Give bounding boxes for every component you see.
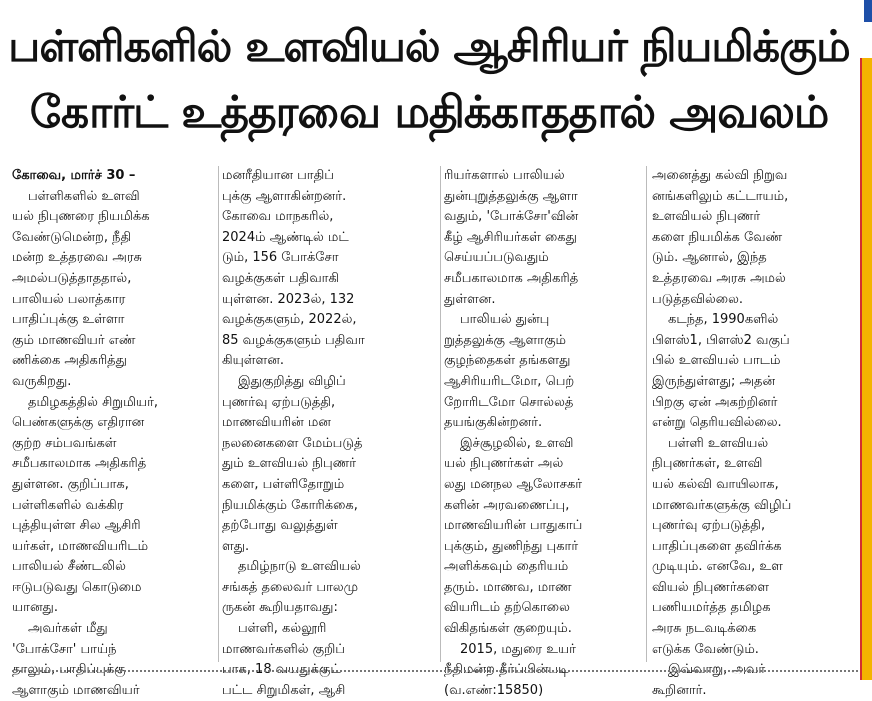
article-line: கடந்த, 1990களில்	[668, 312, 779, 328]
article-line: தமிழகத்தில் சிறுமியர்,	[28, 394, 158, 410]
article-line: ஆளாகும் மாணவியர்	[12, 682, 140, 698]
article-line: பள்ளி உளவியல்	[668, 435, 769, 451]
edge-tab	[864, 0, 872, 22]
article-line: கூறினார்.	[652, 682, 707, 698]
article-line: யல் நிபுணர்கள் அல்	[444, 456, 564, 472]
article-line: பாதிப்புகளை தவிர்க்க	[652, 538, 782, 554]
article-line: கோவை மாநகரில்,	[222, 209, 334, 225]
article-line: 85 வழக்குகளும் பதிவா	[222, 332, 365, 348]
article-line: பள்ளிகளில் உளவி	[28, 188, 140, 204]
article-line: களை, பள்ளிதோறும்	[222, 476, 345, 492]
article-line: பள்ளி, கல்லூரி	[238, 621, 327, 637]
article-line: அமல்படுத்தாததால்,	[12, 270, 132, 286]
article-line: லது மனநல ஆலோசகர்	[444, 476, 583, 492]
article-line: பணியமர்த்த தமிழக	[652, 600, 771, 616]
article-line: சமீபகாலமாக அதிகரித்	[12, 456, 147, 472]
dateline: கோவை, மார்ச் 30 –	[12, 168, 136, 183]
article-line: புணர்வு ஏற்படுத்தி,	[222, 394, 336, 410]
article-line: இவ்வாறு, அவர்	[668, 662, 766, 678]
article-line: அரசு நடவடிக்கை	[652, 621, 757, 637]
article-line: உத்தரவை அரசு அமல்	[652, 270, 786, 286]
article-line: சங்கத் தலைவர் பாலமு	[222, 579, 359, 595]
article-line: ஈடுபடுவது கொடுமை	[12, 579, 142, 595]
article-line: மாணவியரின் பாதுகாப்	[444, 518, 583, 534]
article-line: எடுக்க வேண்டும்.	[652, 641, 759, 657]
article-line: நியமிக்கும் கோரிக்கை,	[222, 497, 358, 513]
article-line: பில் உளவியல் பாடம்	[652, 353, 781, 369]
article-line: குழந்தைகள் தங்களது	[444, 353, 571, 369]
article-line: டும். ஆனால், இந்த	[652, 250, 767, 266]
article-line: டும், 156 போக்சோ	[222, 250, 339, 266]
column-rule	[646, 166, 647, 662]
article-line: நீதிமன்ற தீர்ப்பின்படி	[444, 662, 569, 678]
article-line: மாணவர்களில் குறிப்	[222, 641, 345, 657]
article-line: மாணவர்களுக்கு விழிப்	[652, 497, 792, 513]
article-line: மனரீதியான பாதிப்	[222, 168, 334, 183]
article-line: வழக்குகள் பதிவாகி	[222, 270, 340, 286]
article-line: கும் மாணவியர் எண்	[12, 332, 136, 348]
article-line: கியுள்ளன.	[222, 353, 284, 369]
article-line: பட்ட சிறுமிகள், ஆசி	[222, 682, 346, 698]
article-line: அளிக்கவும் தைரியம்	[444, 559, 569, 575]
article-line: பாதிப்புக்கு உள்ளா	[12, 312, 125, 328]
article-line: றோரிடமோ சொல்லத்	[444, 394, 574, 410]
article-column-3	[444, 166, 644, 698]
article-line: யர்கள், மாணவியரிடம்	[12, 538, 149, 554]
article-line: பாலியல் துன்பு	[460, 312, 550, 328]
article-line: களின் அரவணைப்பு,	[444, 497, 570, 513]
article-line: னங்களிலும் கட்டாயம்,	[652, 188, 789, 204]
article-line: விகிதங்கள் குறையும்.	[444, 621, 572, 637]
article-column-1	[12, 166, 212, 698]
article-line: ருகன் கூறியதாவது:	[222, 600, 338, 616]
article-line: அனைத்து கல்வி நிறுவ	[652, 168, 788, 183]
article-line: இருந்துள்ளது; அதன்	[652, 373, 776, 389]
article-line: (வ.எண்:15850)	[444, 682, 544, 698]
article-line: ளது.	[222, 538, 250, 554]
article-line: தரும். மாணவ, மாண	[444, 579, 572, 595]
article-line: செய்யப்படுவதும்	[444, 250, 549, 266]
article-line: அவர்கள் மீது	[28, 621, 108, 637]
article-column-2	[222, 166, 422, 698]
article-line: உளவியல் நிபுணர்	[652, 209, 761, 225]
article-line: ரியர்களால் பாலியல்	[444, 168, 565, 183]
article-line: தும் உளவியல் நிபுணர்	[222, 456, 357, 472]
article-line: மன்ற உத்தரவை அரசு	[12, 250, 143, 266]
article-line: 'போக்சோ' பாய்ந்	[12, 641, 117, 657]
article-line: துள்ளன. குறிப்பாக,	[12, 476, 129, 492]
article-line: பாலியல் சீண்டலில்	[12, 559, 126, 575]
article-line: 2024ம் ஆண்டில் மட்	[222, 229, 349, 245]
article-line: வதும், 'போக்சோ'வின்	[444, 209, 579, 225]
article-column-4	[652, 166, 852, 698]
article-line: புத்தியுள்ள சில ஆசிரி	[12, 518, 141, 534]
article-line: முடியும். எனவே, உள	[652, 559, 783, 575]
article-line: பள்ளிகளில் வக்கிர	[12, 497, 124, 513]
bottom-dotted-rule	[12, 670, 858, 672]
article-line: யல் கல்வி வாயிலாக,	[652, 476, 779, 492]
article-line: வருகிறது.	[12, 373, 72, 389]
article-line: ணிக்கை அதிகரித்து	[12, 353, 127, 369]
article-line: வியரிடம் தற்கொலை	[444, 600, 570, 616]
article-line: 2015, மதுரை உயர்	[460, 641, 576, 657]
article-line: தயங்குகின்றனர்.	[444, 415, 543, 431]
article-line: வேண்டுமென்ற, நீதி	[12, 229, 132, 245]
article-line: என்று தெரியவில்லை.	[652, 415, 782, 431]
article-line: நலனைகளை மேம்படுத்	[222, 435, 363, 451]
article-line: பாக, 18 வயதுக்குட்	[222, 662, 341, 678]
article-line: றுத்தலுக்கு ஆளாகும்	[444, 332, 567, 348]
article-line: சமீபகாலமாக அதிகரித்	[444, 270, 579, 286]
article-line: புக்கும், துணிந்து புகார்	[444, 538, 579, 554]
article-line: மாணவியரின் மன	[222, 415, 331, 431]
edge-color-bar	[860, 58, 872, 680]
column-rule	[440, 166, 441, 662]
article-line: வழக்குகளும், 2022ல்,	[222, 312, 357, 328]
article-line: தாலும், பாதிப்புக்கு	[12, 662, 126, 678]
article-line: ஆசிரியரிடமோ, பெற்	[444, 373, 575, 389]
article-line: பிறகு ஏன் அகற்றினர்	[652, 394, 778, 410]
article-line: யுள்ளன. 2023ல், 132	[222, 291, 355, 307]
article-line: புணர்வு ஏற்படுத்தி,	[652, 518, 766, 534]
headline-line-1: பள்ளிகளில் உளவியல் ஆசிரியர் நியமிக்கும்	[8, 22, 850, 72]
article-line: களை நியமிக்க வேண்	[652, 229, 783, 245]
article-line: நிபுணர்கள், உளவி	[652, 456, 763, 472]
article-line: பாலியல் பலாத்கார	[12, 291, 126, 307]
article-line: குற்ற சம்பவங்கள்	[12, 435, 117, 451]
article-line: யல் நிபுணரை நியமிக்க	[12, 209, 150, 225]
article-line: கீழ் ஆசிரியர்கள் கைது	[444, 229, 577, 245]
article-line: இச்சூழலில், உளவி	[460, 435, 574, 451]
article-line: இதுகுறித்து விழிப்	[238, 373, 346, 389]
article-line: புக்கு ஆளாகின்றனர்.	[222, 188, 347, 204]
article-line: துன்புறுத்தலுக்கு ஆளா	[444, 188, 578, 204]
article-line: படுத்தவில்லை.	[652, 291, 744, 307]
article-line: பிளஸ்1, பிளஸ்2 வகுப்	[652, 332, 790, 348]
article-line: துள்ளன.	[444, 291, 496, 307]
article-body	[12, 166, 858, 698]
article-line: பெண்களுக்கு எதிரான	[12, 415, 145, 431]
column-rule	[218, 166, 219, 662]
article-line: வியல் நிபுணர்களை	[652, 579, 769, 595]
article-line: தமிழ்நாடு உளவியல்	[238, 559, 361, 575]
article-line: தற்போது வலுத்துள்	[222, 518, 338, 534]
headline-line-2: கோர்ட் உத்தரவை மதிக்காததால் அவலம்	[29, 87, 829, 138]
article-line: யானது.	[12, 600, 58, 616]
